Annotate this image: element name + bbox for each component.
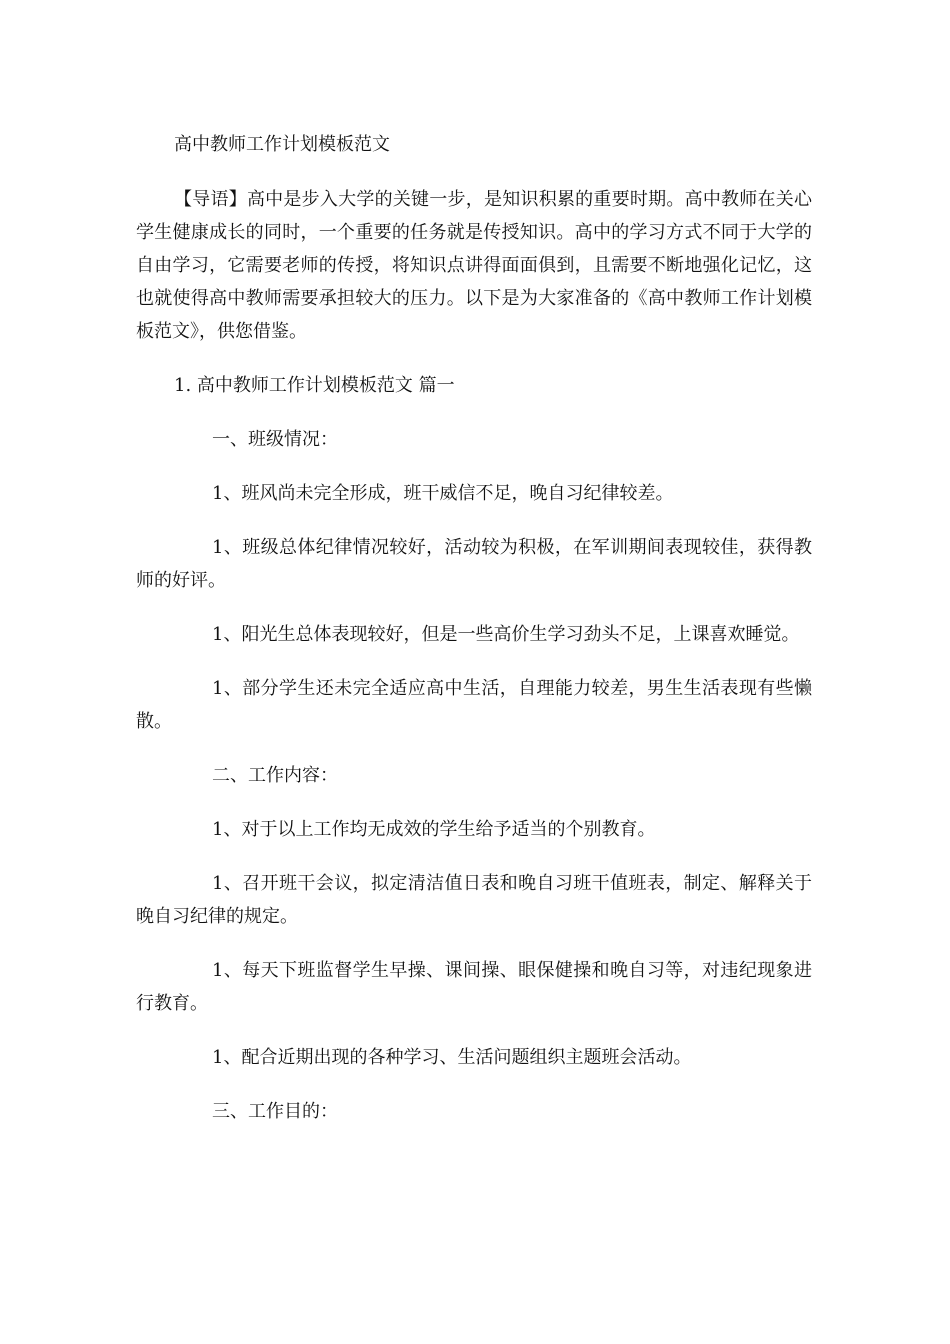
part1-item: 1、阳光生总体表现较好，但是一些高价生学习劲头不足，上课喜欢睡觉。 <box>212 624 800 645</box>
part2-item: 1、每天下班监督学生早操、课间操、眼保健操和晚自习等，对违纪现象进行教育。 <box>136 960 812 1014</box>
part1-heading: 一、班级情况： <box>212 429 338 450</box>
part1-item: 1、班风尚未完全形成，班干威信不足，晚自习纪律较差。 <box>212 483 674 504</box>
part3-heading: 三、工作目的： <box>212 1101 338 1122</box>
section-heading: 1. 高中教师工作计划模板范文 篇一 <box>174 375 455 396</box>
part1-item: 1、部分学生还未完全适应高中生活，自理能力较差，男生生活表现有些懒散。 <box>136 678 812 732</box>
part2-heading: 二、工作内容： <box>212 765 338 786</box>
part2-item: 1、配合近期出现的各种学习、生活问题组织主题班会活动。 <box>212 1047 692 1068</box>
document-body <box>136 128 812 1128</box>
document-title: 高中教师工作计划模板范文 <box>174 134 390 155</box>
part2-item: 1、召开班干会议，拟定清洁值日表和晚自习班干值班表，制定、解释关于晚自习纪律的规定。 <box>136 873 812 927</box>
part1-item: 1、班级总体纪律情况较好，活动较为积极，在军训期间表现较佳，获得教师的好评。 <box>136 537 812 591</box>
part2-item: 1、对于以上工作均无成效的学生给予适当的个别教育。 <box>212 819 656 840</box>
intro-paragraph: 【导语】高中是步入大学的关键一步，是知识积累的重要时期。高中教师在关心学生健康成长的同时，一个重要的任务就是传授知识。高中的学习方式不同于大学的自由学习，它需要老师的传授，将知识点讲得面面俱到，且需要不断地强化记忆，这也就使得高中教师需要承担较大的压力。以下是为大家准备的《高中教师工作计划模板范文》，供您借鉴。 <box>136 189 812 342</box>
